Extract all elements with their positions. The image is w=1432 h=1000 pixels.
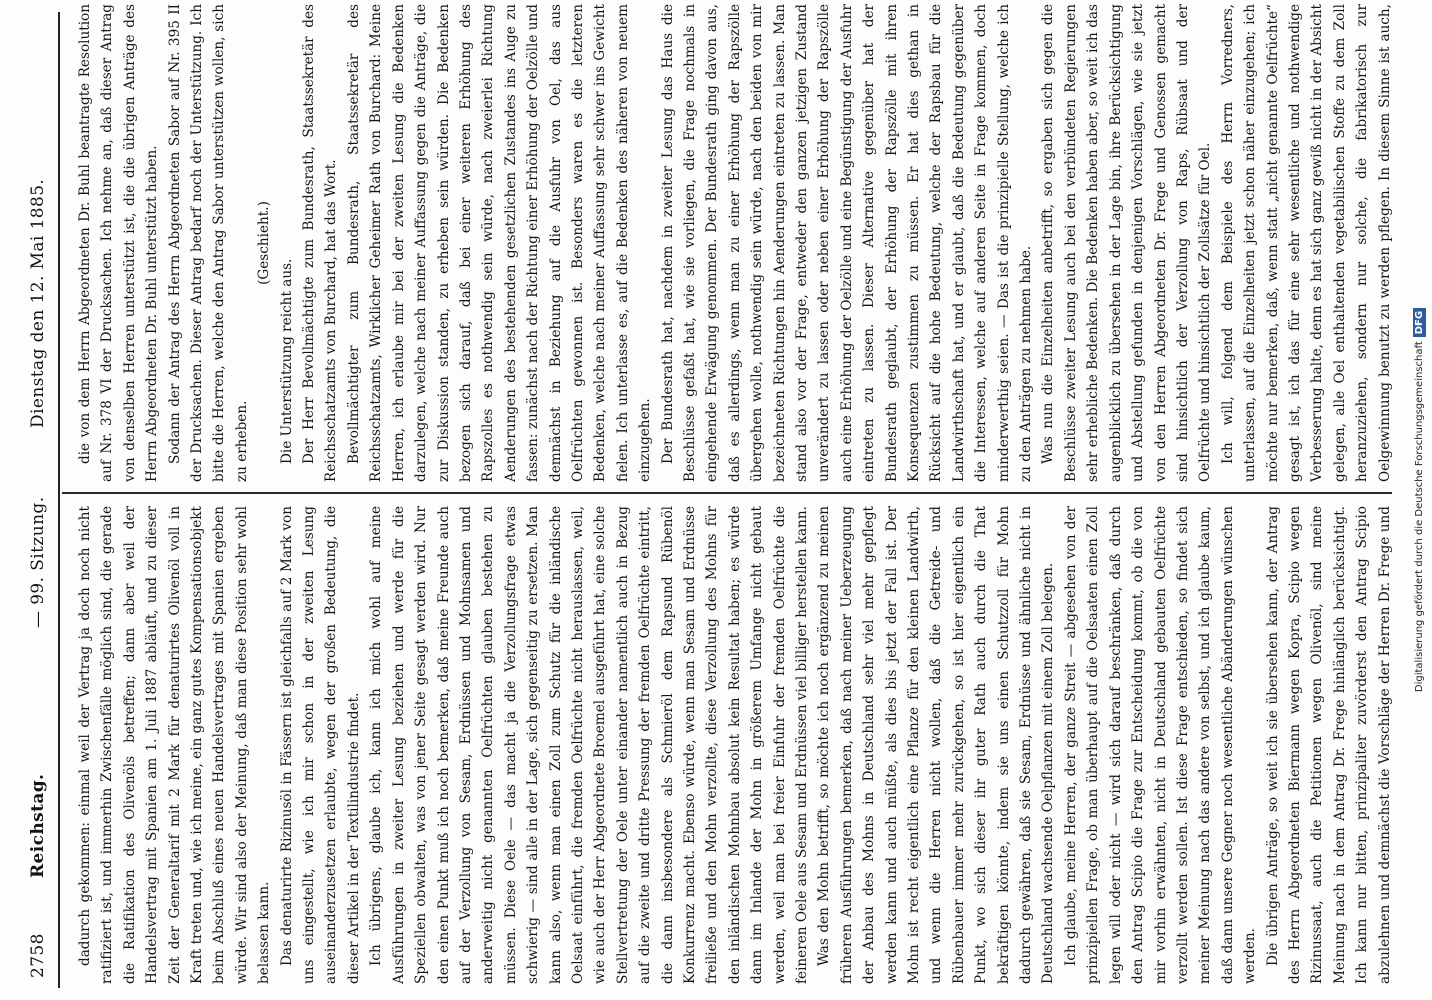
dfg-logo: DFG bbox=[1413, 308, 1426, 337]
header-session: — 99. Sitzung. bbox=[28, 496, 48, 628]
digitization-credit: Digitalisierung gefördert durch die Deutsche Forschungsgemeinschaft bbox=[1414, 341, 1425, 693]
paragraph: die von dem Herrn Abgeordneten Dr. Buhl beantragte Resolution auf Nr. 378 VI der Drucksachen. Ich nehme an, daß dieser Antrag von denselben Herren unterstützt ist, die die übrigen Anträge des Herrn Abgeordneten Dr. Buhl unterstützt haben. bbox=[77, 4, 161, 482]
paragraph: Die übrigen Anträge, so weit ich sie übersehen kann, der Antrag des Herrn Abgeordneten Biermann wegen Kopra, Scipio wegen Rizinussaat, auch die Petitionen wegen Olivenöl, sind meine Meinung nach in dem Antrag Dr. Frege hinlänglich berücksichtigt. Ich kann nur bitten, prinzipaliter zuvörderst den Antrag Scipio abzulehnen und demnächst die Vorschläge der Herren Dr. Frege und bbox=[1264, 506, 1393, 984]
paragraph: Was den Mohn betrifft, so möchte ich noch ergänzend zu meinen früheren Ausführungen bemerken, daß nach meiner Ueberzeugung der Anbau des Mohns in Deutschland sehr viel mehr gepflegt werden kann und auch müßte, als dies bis jetzt der Fall ist. Der Mohn ist recht eigentlich eine Pflanze für den kleinen Landwirth, und wenn die Herren nicht wollen, daß die Getreide- und Rübenbauer immer mehr zurückgehen, so ist hier eigentlich ein Punkt, wo sich dieser ihr guter Rath auch durch die That bekräftigen könnte, indem sie uns einen Schutzzoll für Mohn dadurch gewähren, daß sie Sesam, Erdnüsse und ähnliche nicht in Deutschland wachsende Oelpflanzen mit einem Zoll belegen. bbox=[816, 506, 1057, 984]
paragraph: Der Bundesrath hat, nachdem in zweiter Lesung das Haus die Beschlüsse gefaßt hat, wie sie vorliegen, die Frage nochmals in eingehende Erwägung genommen. Der Bundesrath ging davon aus, daß es allerdings, wenn man zu einer Erhöhung der Rapszölle übergehen wolle, nothwendig sein würde, nach den beiden von mir bezeichneten Richtungen hin Aenderungen eintreten zu lassen. Man stand also vor der Frage, entweder den ganzen jetzigen Zustand unverändert zu lassen oder neben einer Erhöhung der Rapszölle auch eine Erhöhung der Oelzölle und eine Begünstigung der Ausfuhr eintreten zu lassen. Dieser Alternative gegenüber hat der Bundesrath geglaubt, der Erhöhung der Rapszölle mit ihren Konsequenzen zustimmen zu müssen. Er hat dies gethan in Rücksicht auf die hohe Bedeutung, welche der Rapsbau für die Landwirthschaft hat, und er glaubt, daß die Bedeutung gegenüber die Interessen, welche auf anderen Seite in Frage kommen, doch minderwerthig seien. — Das ist die prinzipielle Stellung, welche ich zu den Anträgen zu nehmen habe. bbox=[659, 4, 1035, 482]
paragraph: Die Unterstützung reicht aus. bbox=[278, 258, 295, 464]
paragraph: Ich glaube, meine Herren, der ganze Streit — abgesehen von der prinzipiellen Frage, ob man überhaupt auf die Oelsaaten einen Zoll legen will oder nicht — wird sich darauf beschränken, daß durch den Antrag Scipio die Frage zur Entscheidung kommt, ob die von mir vorhin erwähnten, nicht in Deutschland gebauten Oelfrüchte verzollt werden sollen. Ist diese Frage entschieden, so findet sich meiner Meinung nach das andere von selbst, und ich glaube kaum, daß dann unsere Gegner noch wesentliche Abänderungen wünschen werden. bbox=[1062, 506, 1259, 984]
paragraph: Ich übrigens, glaube ich, kann ich mich wohl auf meine Ausführungen in zweiter Lesung beziehen und werde für die Speziellen obwalten, was von jener Seite gesagt werden wird. Nur den einen Punkt muß ich noch bemerken, daß meine Freunde auch auf der Verzollung von Sesam, Erdnüssen und Mohnsamen und anderweitig nicht genannten Oelfrüchten glauben bestehen zu müssen. Diese Oele — das macht ja die Verzollungsfrage etwas schwierig — sind alle in der Lage, sich gegenseitig zu ersetzen. Man kann also, wenn man einen Zoll zum Schutz für die inländische Oelsaat einführt, die fremden Oelfrüchte nicht herauslassen, weil, wie auch der Herr Abgeordnete Broemel ausgeführt hat, eine solche Stellvertretung der Oele unter einander namentlich auch in Bezug auf die zweite und dritte Pressung der fremden Oelfrüchte eintritt, die dann insbesondere als Schmieröl dem Rapsund Rübenöl Konkurrenz macht. Ebenso würde, wenn man Sesam und Erdnüsse freiließe und den Mohn verzollte, diese Verzollung des Mohns für den inländischen Mohnbau absolut kein Resultat haben; es würde dann im Inlande der Mohn in größerem Umfange nicht gebaut werden, weil man bei freier Einfuhr der fremden Oelfrüchte die feineren Oele aus Sesam und Erdnüssen viel billiger herstellen kann. bbox=[368, 506, 810, 984]
paragraph: Was nun die Einzelheiten anbetrifft, so ergaben sich gegen die Beschlüsse zweiter Lesung auch bei den verbündeten Regierungen sehr erhebliche Bedenken. Die Bedenken haben aber, so weit ich das augenblicklich zu übersehen in der Lage bin, ihre Berücksichtigung und Abstellung gefunden in denjenigen Vorschlägen, wie sie jetzt von den Herren Abgeordneten Dr. Frege und Genossen gemacht sind hinsichtlich der Verzollung von Raps, Rübsaat und der Oelfrüchte und hinsichtlich der Zollsätze für Oel. bbox=[1040, 4, 1214, 482]
paragraph: Bevollmächtigter zum Bundesrath, Staatssekretär des Reichsschatzamts, Wirklicher Geheimer Rath von Burchard: Meine Herren, ich erlaube mir bei der zweiten Lesung die Bedenken darzulegen, welche nach meiner Auffassung gegen die Anträge, die zur Diskussion standen, zu erheben sein würden. Die Bedenken bezogen sich darauf, daß bei einer weiteren Erhöhung des Rapszolles es nothwendig sein würde, nach zweierlei Richtung Aenderungen des bestehenden gesetzlichen Zustandes ins Auge zu fassen: zunächst nach der Richtung einer Erhöhung der Oelzölle und demnächst in Beziehung auf die Ausfuhr von Oel, das aus Oelfrüchten gewonnen ist. Besonders waren es die letzteren Bedenken, welche nach meiner Auffassung sehr schwer ins Gewicht fielen. Ich unterlasse es, auf die Bedenken des näheren von neuem einzugehen. bbox=[345, 4, 654, 482]
header-title: Reichstag. bbox=[28, 773, 48, 878]
page-number: 2758 bbox=[28, 933, 48, 978]
header-date: Dienstag den 12. Mai 1885. bbox=[28, 178, 48, 428]
paragraph: Der Herr Bevollmächtigte zum Bundesrath, Staatssekretär des Reichsschatzamts von Burchard, hat das Wort. bbox=[301, 4, 340, 482]
paragraph: dadurch gekommen: einmal weil der Vertrag ja doch noch nicht ratifiziert ist, und immerhin Zwischenfälle möglich sind, die gerade die Ratifikation des Olivenöls betreffen; dann aber weil der Handelsvertrag mit Spanien am 1. Juli 1887 abläuft, und zu dieser Zeit der Generaltarif mit 2 Mark für denaturirtes Olivenöl voll in Kraft treten und, wie ich meine, ein ganz gutes Kompensationsobjekt beim Abschluß eines neuen Handelsvertrages mit Spanien ergeben würde. Wir sind also der Meinung, daß man diese Position sehr wohl belassen kann. bbox=[77, 506, 273, 984]
left-column bbox=[74, 506, 1394, 984]
paragraph: Ich will, folgend dem Beispiele des Herrn Vorredners, unterlassen, auf die Einzelheiten jetzt schon näher einzugehen; ich möchte nur bemerken, daß, wenn statt „nicht genannte Oelfrüchte“ gesagt ist, ich das für eine sehr wesentliche und nothwendige Verbesserung halte, denn es hat sich ganz gewiß nicht in der Absicht gelegen, alle Oel enthaltenden vegetabilischen Stoffe zu dem Zoll heranzuziehen, sondern nur solche, die fabrikatorisch zur Oelgewinnung benutzt zu werden pflegen. In diesem Sinne ist auch, bbox=[1219, 4, 1393, 482]
column-divider bbox=[62, 492, 1392, 494]
paragraph: Das denaturirte Rizinusöl in Fässern ist gleichfalls auf 2 Mark von uns eingestellt, wie ich mir schon in der zweiten Lesung auseinanderzusetzen erlaubte, wegen der großen Bedeutung, die dieser Artikel in der Textilindustrie findet. bbox=[278, 506, 362, 984]
right-column bbox=[74, 4, 1394, 482]
page-header bbox=[18, 12, 60, 988]
paragraph: Sodann der Antrag des Herrn Abgeordneten Sabor auf Nr. 395 II der Drucksachen. Dieser Antrag bedarf noch der Unterstützung. Ich bitte die Herren, welche den Antrag Sabor unterstützen wollen, sich zu erheben. bbox=[166, 4, 250, 482]
paragraph: (Geschieht.) bbox=[256, 201, 273, 285]
digitization-credit-strip bbox=[1408, 0, 1432, 1000]
